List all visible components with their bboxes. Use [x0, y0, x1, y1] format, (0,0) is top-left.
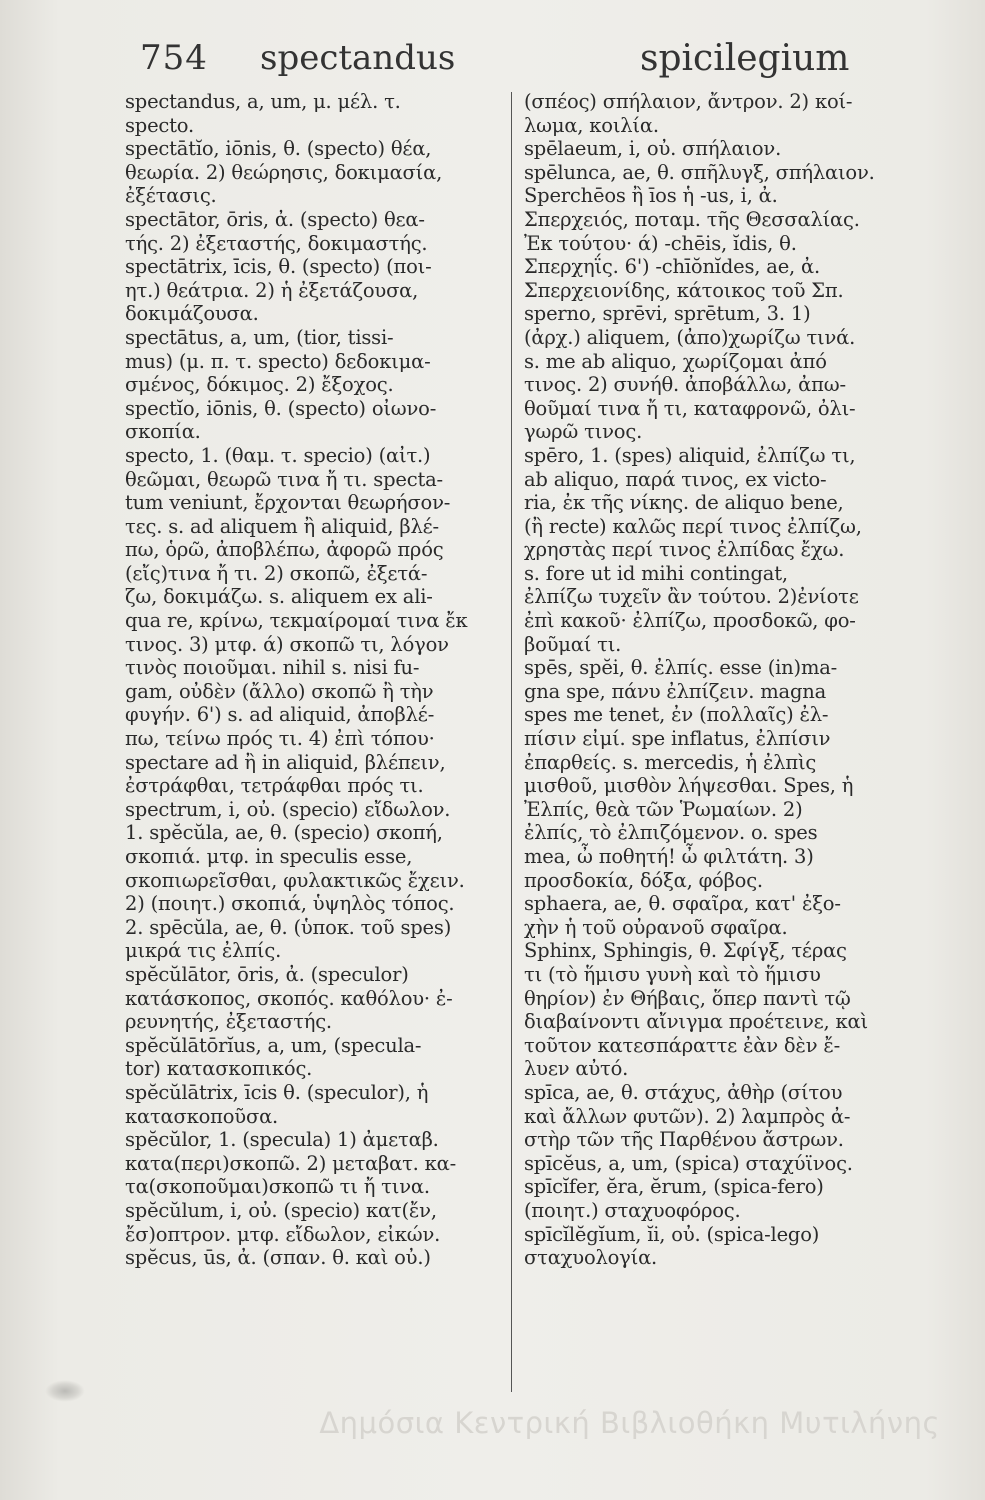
text-line: tum veniunt, ἔρχονται θεωρήσον- [125, 491, 451, 515]
text-line: κατασκοποῦσα. [125, 1104, 279, 1128]
text-line: σταχυολογία. [524, 1246, 658, 1270]
paper-blemish [45, 1380, 85, 1402]
text-line: λωμα, κοιλία. [524, 113, 659, 137]
text-line: sperno, sprēvi, sprētum, 3. 1) [524, 302, 811, 326]
text-line: sphaera, ae, θ. σφαῖρα, κατ' ἐξο- [524, 892, 841, 916]
text-line: Ἐλπίς, θεὰ τῶν Ῥωμαίων. 2) [524, 797, 803, 821]
guide-word-right: spicilegium [640, 38, 850, 79]
text-line: Σπερχηΐς. 6') -chīŏnĭdes, ae, ἀ. [524, 255, 821, 279]
text-line: spectātus, a, um, (tior, tissi- [125, 325, 394, 349]
text-line: μικρά τις ἐλπίς. [125, 939, 282, 963]
text-line: ἐπαρθείς. s. mercedis, ἡ ἐλπὶς [524, 750, 817, 774]
text-line: τινος. 2) συνήθ. ἀποβάλλω, ἀπω- [524, 373, 846, 397]
text-line: 2. spēcŭla, ae, θ. (ὑποκ. τοῦ spes) [125, 915, 452, 939]
text-line: spectare ad ἢ in aliquid, βλέπειν, [125, 750, 446, 774]
text-line: spēlaeum, i, οὐ. σπήλαιον. [524, 137, 782, 161]
text-line: mus) (μ. π. τ. specto) δεδοκιμα- [125, 349, 431, 373]
text-line: τι (τὸ ἥμισυ γυνὴ καὶ τὸ ἥμισυ [524, 962, 821, 986]
text-line: πω, ὁρῶ, ἀποβλέπω, ἀφορῶ πρός [125, 538, 444, 562]
text-line: Sphinx, Sphingis, θ. Σφίγξ, τέρας [524, 939, 847, 963]
text-line: κατάσκοπος, σκοπός. καθόλου· ἐ- [125, 986, 453, 1010]
text-line: spēs, spĕi, θ. ἐλπίς. esse (in)ma- [524, 656, 838, 680]
text-line: spīcĭlĕgĭum, ĭi, οὐ. (spica-lego) [524, 1222, 820, 1246]
page-number: 754 [140, 38, 208, 78]
text-line: ρευνητής, ἐξεταστής. [125, 1010, 332, 1034]
text-line: spectĭo, iōnis, θ. (specto) οἰωνο- [125, 396, 437, 420]
text-line: προσδοκία, δόξα, φόβος. [524, 868, 763, 892]
text-line: qua re, κρίνω, τεκμαίρομαί τινα ἔκ [125, 609, 468, 633]
text-line: spīca, ae, θ. στάχυς, ἀθὴρ (σίτου [524, 1080, 843, 1104]
library-watermark: Δημόσια Κεντρική Βιβλιοθήκη Μυτιλήνης [319, 1406, 940, 1440]
text-line: τοῦτον κατεσπάραττε ἐὰν δὲν ἔ- [524, 1033, 841, 1057]
text-line: (εἴς)τινα ἤ τι. 2) σκοπῶ, ἐξετά- [125, 561, 428, 585]
text-line: Σπερχειός, ποταμ. τῆς Θεσσαλίας. [524, 207, 860, 231]
text-line: gna spe, πάνυ ἐλπίζειν. magna [524, 679, 827, 703]
text-line: spīcĕus, a, um, (spica) σταχύϊνος. [524, 1151, 853, 1175]
text-line: θεῶμαι, θεωρῶ τινα ἤ τι. specta- [125, 467, 443, 491]
text-line: σμένος, δόκιμος. 2) ἔξοχος. [125, 373, 394, 397]
text-line: λυεν αὐτό. [524, 1057, 629, 1081]
text-line: spēro, 1. (spes) aliquid, ἐλπίζω τι, [524, 443, 856, 467]
text-line: κατα(περι)σκοπῶ. 2) μεταβατ. κα- [125, 1151, 457, 1175]
text-line: mea, ὦ ποθητή! ὦ φιλτάτη. 3) [524, 845, 814, 868]
text-line: τα(σκοποῦμαι)σκοπῶ τι ἤ τινα. [125, 1175, 430, 1199]
text-line: σκοπιά. μτφ. in speculis esse, [125, 845, 413, 868]
text-line: spectātĭo, iōnis, θ. (specto) θέα, [125, 137, 432, 161]
text-line: τινὸς ποιοῦμαι. nihil s. nisi fu- [125, 656, 420, 680]
text-line: (ποιητ.) σταχυοφόρος. [524, 1198, 741, 1222]
text-line: φυγήν. 6') s. ad aliquid, ἀποβλέ- [125, 703, 435, 727]
text-line: spĕcŭlor, 1. (specula) 1) ἀμεταβ. [125, 1128, 439, 1152]
text-line: spectandus, a, um, μ. μέλ. τ. [125, 90, 401, 113]
text-line: Sperchēos ἢ īos ἡ -us, i, ἀ. [524, 184, 778, 208]
text-line: θεωρία. 2) θεώρησις, δοκιμασία, [125, 160, 443, 184]
text-line: σκοπιωρεῖσθαι, φυλακτικῶς ἔχειν. [125, 868, 465, 892]
text-line: spīcĭfer, ĕra, ĕrum, (spica-fero) [524, 1175, 824, 1199]
text-line: spectrum, i, οὐ. (specio) εἴδωλον. [125, 797, 451, 821]
text-line: spectātrix, īcis, θ. (specto) (ποι- [125, 255, 432, 279]
text-line: Ἐκ τούτου· ά) -chēis, ĭdis, θ. [524, 231, 797, 255]
text-line: gam, οὐδὲν (ἄλλο) σκοπῶ ἢ τὴν [125, 679, 434, 703]
text-line: spĕcŭlātōrĭus, a, um, (specula- [125, 1033, 422, 1057]
text-line: γωρῶ τινος. [524, 420, 643, 444]
text-line: specto. [125, 113, 194, 137]
text-line: ἐπὶ κακοῦ· ἐλπίζω, προσδοκῶ, φο- [524, 609, 856, 633]
text-line: βοῦμαί τι. [524, 632, 622, 656]
text-line: s. fore ut id mihi contingat, [524, 561, 788, 585]
left-column [125, 90, 503, 1410]
text-line: διαβαίνοντι αἴνιγμα προέτεινε, καὶ [524, 1010, 868, 1034]
text-line: σκοπία. [125, 420, 201, 444]
text-line: πίσιν εἰμί. spe inflatus, ἐλπίσιν [524, 727, 831, 751]
text-line: ζω, δοκιμάζω. s. aliquem ex ali- [125, 585, 433, 609]
text-line: 1. spĕcŭla, ae, θ. (specio) σκοπή, [125, 821, 443, 845]
text-line: ria, ἐκ τῆς νίκης. de aliquo bene, [524, 491, 844, 515]
text-line: spĕcus, ūs, ἀ. (σπαν. θ. καὶ οὐ.) [125, 1246, 431, 1270]
text-line: τες. s. ad aliquem ἢ aliquid, βλέ- [125, 514, 439, 538]
text-line: τινος. 3) μτφ. ά) σκοπῶ τι, λόγον [125, 632, 449, 656]
text-line: spectātor, ōris, ἀ. (specto) θεα- [125, 207, 425, 231]
right-column [524, 90, 910, 1410]
text-line: ητ.) θεάτρια. 2) ἡ ἐξετάζουσα, [125, 278, 419, 302]
text-line: καὶ ἄλλων φυτῶν). 2) λαμπρὸς ἀ- [524, 1104, 851, 1128]
text-line: (σπέος) σπήλαιον, ἄντρον. 2) κοί- [524, 90, 853, 113]
text-line: ἐλπίς, τὸ ἐλπιζόμενον. o. spes [524, 821, 818, 845]
guide-word-left: spectandus [260, 38, 456, 78]
page-header [140, 38, 875, 88]
text-line: s. me ab aliquo, χωρίζομαι ἀπό [524, 349, 827, 373]
text-line: spĕcŭlum, i, οὐ. (specio) κατ(ἔν, [125, 1198, 437, 1222]
text-line: spĕcŭlātor, ōris, ἀ. (speculor) [125, 962, 409, 986]
text-line: χὴν ἡ τοῦ οὐρανοῦ σφαῖρα. [524, 915, 788, 939]
text-line: χρηστὰς περί τινος ἐλπίδας ἔχω. [524, 538, 845, 562]
text-line: (ἀρχ.) aliquem, (ἀπο)χωρίζω τινά. [524, 325, 856, 349]
text-line: spes me tenet, ἐν (πολλαῖς) ἐλ- [524, 703, 829, 727]
text-line: ἐλπίζω τυχεῖν ἂν τούτου. 2)ἐνίοτε [524, 585, 859, 609]
text-line: specto, 1. (θαμ. τ. specio) (αἰτ.) [125, 443, 431, 467]
text-line: δοκιμάζουσα. [125, 302, 259, 326]
text-line: spēlunca, ae, θ. σπῆλυγξ, σπήλαιον. [524, 160, 875, 184]
text-line: στὴρ τῶν τῆς Παρθένου ἄστρων. [524, 1128, 844, 1152]
text-line: ab aliquo, παρά τινος, ex victo- [524, 467, 827, 491]
text-line: (ἢ recte) καλῶς περί τινος ἐλπίζω, [524, 514, 862, 538]
text-line: Σπερχειονίδης, κάτοικος τοῦ Σπ. [524, 278, 844, 302]
text-line: ἐστράφθαι, τετράφθαι πρός τι. [125, 774, 424, 798]
text-line: tor) κατασκοπικός. [125, 1057, 313, 1081]
text-line: ἐξέτασις. [125, 184, 217, 208]
column-divider [511, 92, 512, 1392]
text-line: ἔσ)οπτρον. μτφ. εἴδωλον, εἰκών. [125, 1222, 441, 1246]
text-line: τής. 2) ἐξεταστής, δοκιμαστής. [125, 231, 428, 255]
text-line: θηρίον) ἐν Θήβαις, ὅπερ παντὶ τῷ [524, 986, 851, 1010]
text-line: θοῦμαί τινα ἤ τι, καταφρονῶ, ὀλι- [524, 396, 856, 420]
text-line: μισθοῦ, μισθὸν λήψεσθαι. Spes, ἡ [524, 774, 854, 798]
text-line: 2) (ποιητ.) σκοπιά, ὑψηλὸς τόπος. [125, 892, 455, 916]
text-line: πω, τείνω πρός τι. 4) ἐπὶ τόπου· [125, 727, 435, 751]
text-line: spĕcŭlātrix, īcis θ. (speculor), ἡ [125, 1080, 429, 1104]
